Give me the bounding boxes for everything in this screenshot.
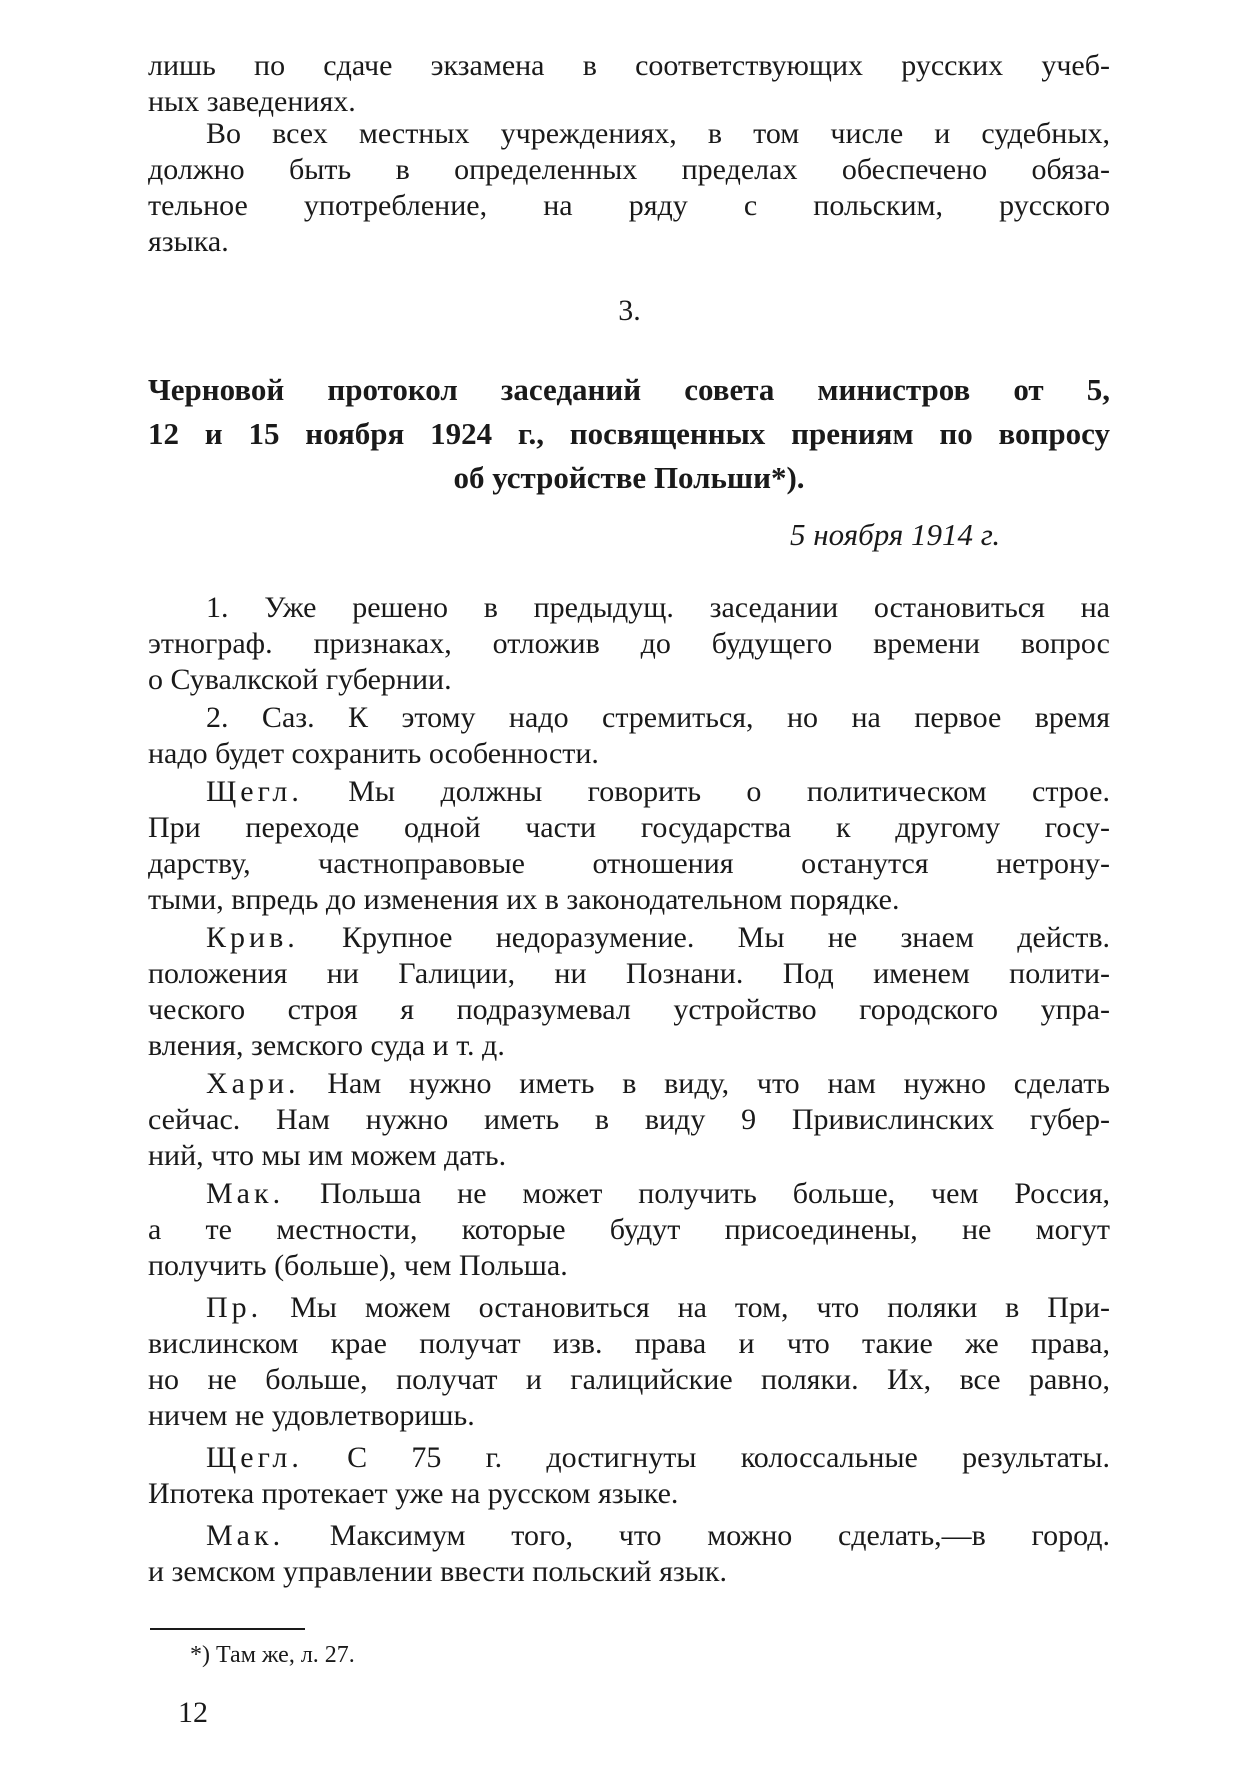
speech-text: Крупное недоразумение. Мы не знаем действ. — [298, 921, 1110, 954]
text-line: о Сувалкской губернии. — [148, 663, 452, 696]
paragraph-khari — [148, 1066, 1110, 1174]
paragraph-1 — [148, 590, 1110, 698]
speaker-name: Крив. — [206, 921, 299, 954]
speech-text: Мы должны говорить о политическом строе. — [302, 775, 1110, 808]
speaker-name: Хари. — [206, 1067, 300, 1100]
footnote-rule — [150, 1628, 305, 1630]
footnote: *) Там же, л. 27. — [190, 1642, 355, 1668]
text-line: Во всех местных учреждениях, в том числе и судебных, — [206, 117, 1110, 150]
text-line — [148, 1066, 1110, 1102]
text-line — [148, 920, 1110, 956]
text-line: При переходе одной части государства к другому госу- — [148, 811, 1110, 844]
text-line: и земском управлении ввести польский язык. — [148, 1555, 727, 1588]
text-line: сейчас. Нам нужно иметь в виду 9 Привислинских губер- — [148, 1103, 1110, 1136]
speech-text: Максимум того, что можно сделать,—в город. — [284, 1519, 1110, 1552]
heading-line: Черновой протокол заседаний совета министров от 5, — [148, 372, 1110, 407]
speech-text: С 75 г. достигнуты колоссальные результаты. — [302, 1441, 1110, 1474]
text-line: надо будет сохранить особенности. — [148, 737, 599, 770]
text-line: дарству, частноправовые отношения останутся нетрону- — [148, 847, 1110, 880]
top-paragraph-2 — [148, 116, 1110, 260]
text-line: получить (больше), чем Польша. — [148, 1249, 568, 1282]
heading-line: 12 и 15 ноября 1924 г., посвященных прениям по вопросу — [148, 416, 1110, 451]
paragraph-mak-1 — [148, 1176, 1110, 1284]
paragraph-mak-2 — [148, 1518, 1110, 1590]
text-line: языка. — [148, 225, 229, 258]
text-line: ний, что мы им можем дать. — [148, 1139, 507, 1172]
page-number: 12 — [178, 1696, 208, 1729]
text-line: Ипотека протекает уже на русском языке. — [148, 1477, 679, 1510]
paragraph-shchegl-2 — [148, 1440, 1110, 1512]
text-line: положения ни Галиции, ни Познани. Под именем полити- — [148, 957, 1110, 990]
text-line: вислинском крае получат изв. права и что такие же права, — [148, 1327, 1110, 1360]
speaker-name: Щегл. — [206, 775, 303, 808]
text-line: ных заведениях. — [148, 85, 356, 118]
text-line: тельное употребление, на ряду с польским, русского — [148, 189, 1110, 222]
text-line: а те местности, которые будут присоединены, не могут — [148, 1213, 1110, 1246]
text-line: ничем не удовлетворишь. — [148, 1399, 475, 1432]
speaker-name: Мак. — [206, 1177, 285, 1210]
heading-line: об устройстве Польши*). — [453, 460, 805, 495]
text-line — [148, 1176, 1110, 1212]
text-line — [148, 774, 1110, 810]
text-line: лишь по сдаче экзамена в соответствующих русских учеб- — [148, 49, 1110, 82]
text-line — [148, 1440, 1110, 1476]
speaker-name: Пр. — [206, 1291, 263, 1324]
body-text — [148, 590, 1110, 1590]
section-number: 3. — [618, 294, 641, 327]
text-line: ческого строя я подразумевал устройство городского упра- — [148, 993, 1110, 1026]
text-line: 1. Уже решено в предыдущ. заседании остановиться на — [206, 591, 1110, 624]
speech-text: Нам нужно иметь в виду, что нам нужно сделать — [299, 1067, 1110, 1100]
speech-text: Мы можем остановиться на том, что поляки в При- — [262, 1291, 1110, 1324]
text-line: вления, земского суда и т. д. — [148, 1029, 505, 1062]
text-line — [148, 1518, 1110, 1554]
text-line — [148, 1290, 1110, 1326]
text-line: должно быть в определенных пределах обеспечено обяза- — [148, 153, 1110, 186]
paragraph-pr — [148, 1290, 1110, 1434]
top-paragraph-1 — [148, 48, 1110, 120]
text-line: но не больше, получат и галицийские поляки. Их, все равно, — [148, 1363, 1110, 1396]
document-heading — [148, 368, 1110, 500]
speaker-name: Мак. — [206, 1519, 285, 1552]
speech-text: Польша не может получить больше, чем Россия, — [284, 1177, 1110, 1210]
text-line: 2. Саз. К этому надо стремиться, но на первое время — [206, 701, 1110, 734]
paragraph-shchegl-1 — [148, 774, 1110, 918]
text-line: тыми, впредь до изменения их в законодательном порядке. — [148, 883, 900, 916]
date-line: 5 ноября 1914 г. — [790, 517, 1001, 552]
paragraph-kriv — [148, 920, 1110, 1064]
speaker-name: Щегл. — [206, 1441, 303, 1474]
paragraph-2 — [148, 700, 1110, 772]
text-line: этнограф. признаках, отложив до будущего времени вопрос — [148, 627, 1110, 660]
